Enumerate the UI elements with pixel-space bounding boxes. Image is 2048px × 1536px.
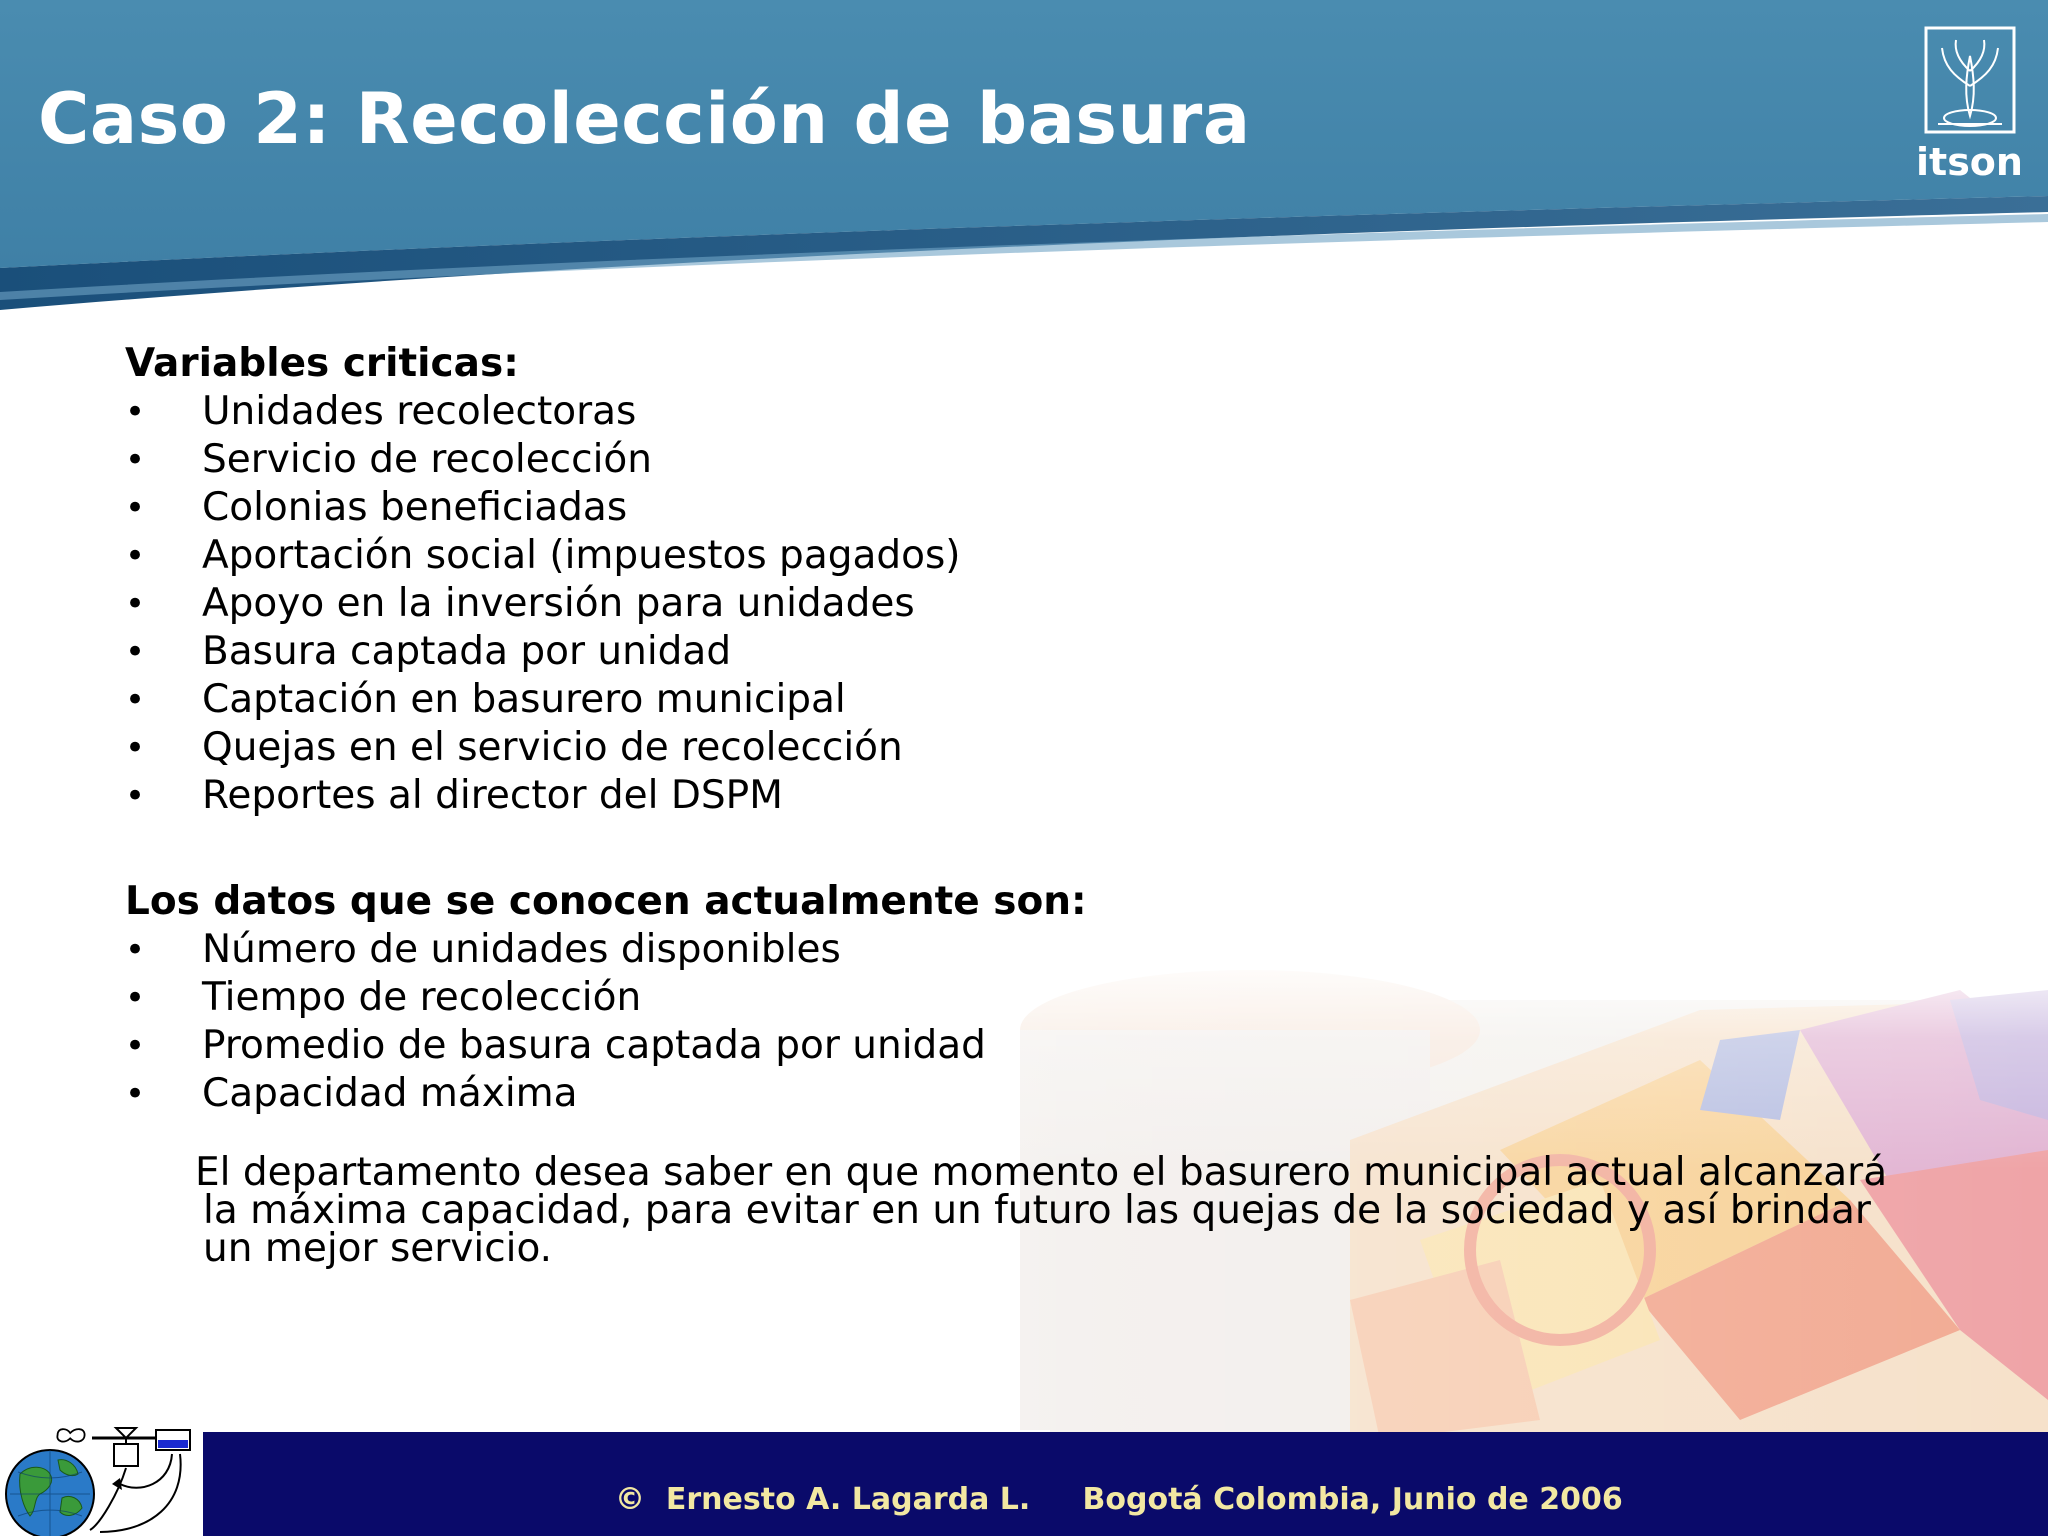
list-item	[125, 926, 1985, 974]
bullet-icon: •	[125, 776, 146, 816]
list-item-text: Aportación social (impuestos pagados)	[202, 533, 961, 578]
paragraph-line: un mejor servicio.	[203, 1226, 553, 1271]
list-item-text: Servicio de recolección	[202, 437, 652, 482]
bullet-icon: •	[125, 680, 146, 720]
list-item	[125, 724, 1985, 772]
itson-logo-text: itson	[1916, 140, 2023, 184]
paragraph-line: El departamento desea saber en que momento el basurero municipal actual alcanzará	[195, 1150, 1888, 1195]
system-dynamics-globe-icon	[0, 1424, 205, 1536]
known-data-list	[125, 926, 1985, 1118]
list-item-text: Captación en basurero municipal	[202, 677, 846, 722]
bullet-icon: •	[125, 392, 146, 432]
slide-title: Caso 2: Recolección de basura	[38, 78, 1251, 160]
paragraph-line: la máxima capacidad, para evitar en un futuro las quejas de la sociedad y así brindar	[203, 1188, 1871, 1233]
list-item	[125, 1070, 1985, 1118]
list-item	[125, 484, 1985, 532]
list-item	[125, 580, 1985, 628]
bullet-icon: •	[125, 1026, 146, 1066]
list-item	[125, 628, 1985, 676]
bullet-icon: •	[125, 440, 146, 480]
slide-content	[125, 340, 1985, 1271]
list-item-text: Tiempo de recolección	[202, 975, 642, 1020]
spacer	[125, 820, 1985, 878]
list-item	[125, 532, 1985, 580]
list-item-text: Unidades recolectoras	[202, 389, 637, 434]
list-item-text: Capacidad máxima	[202, 1071, 578, 1116]
list-item-text: Reportes al director del DSPM	[202, 773, 783, 818]
list-item-text: Quejas en el servicio de recolección	[202, 725, 903, 770]
bullet-icon: •	[125, 728, 146, 768]
bullet-icon: •	[125, 488, 146, 528]
bullet-icon: •	[125, 536, 146, 576]
list-item	[125, 772, 1985, 820]
list-item-text: Colonias beneficiadas	[202, 485, 628, 530]
list-item-text: Apoyo en la inversión para unidades	[202, 581, 915, 626]
bullet-icon: •	[125, 978, 146, 1018]
footer-credit: © Ernesto A. Lagarda L. Bogotá Colombia, Junio de 2006	[615, 1482, 1623, 1517]
list-item-text: Promedio de basura captada por unidad	[202, 1023, 986, 1068]
list-item-text: Basura captada por unidad	[202, 629, 732, 674]
bullet-icon: •	[125, 1074, 146, 1114]
description-paragraph	[125, 1150, 2048, 1271]
bullet-icon: •	[125, 632, 146, 672]
known-data-heading: Los datos que se conocen actualmente son:	[125, 879, 1087, 924]
list-item	[125, 436, 1985, 484]
list-item	[125, 388, 1985, 436]
bullet-icon: •	[125, 584, 146, 624]
itson-emblem-icon	[1924, 26, 2016, 134]
list-item	[125, 974, 1985, 1022]
critical-variables-heading: Variables criticas:	[125, 341, 519, 386]
critical-variables-list	[125, 388, 1985, 820]
header-band	[0, 0, 2048, 320]
spacer	[125, 1118, 1985, 1154]
list-item	[125, 1022, 1985, 1070]
list-item	[125, 676, 1985, 724]
list-item-text: Número de unidades disponibles	[202, 927, 841, 972]
bullet-icon: •	[125, 930, 146, 970]
